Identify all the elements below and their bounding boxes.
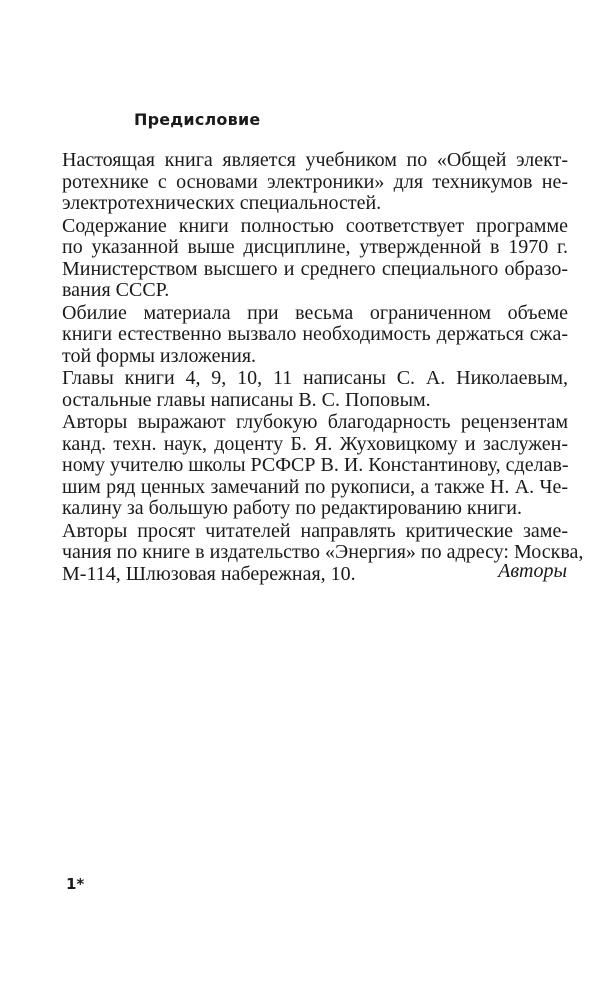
text-line: чания по книге в издательство «Энергия» по адресу: Москва, bbox=[62, 541, 584, 563]
text-line: Министерством высшего и среднего специального образо- bbox=[62, 257, 568, 280]
text-line: ротехнике с основами электроники» для техникумов не- bbox=[62, 170, 568, 193]
text-line: Настоящая книга является учебником по «Общей элект- bbox=[62, 149, 568, 171]
text-line: М-114, Шлюзовая набережная, 10. bbox=[62, 562, 356, 585]
page-title: Предисловие bbox=[134, 110, 261, 129]
text-line: калину за большую работу по редактированию книги. bbox=[62, 497, 522, 519]
text-line: Главы книги 4, 9, 10, 11 написаны С. А. Николаевым, bbox=[62, 367, 568, 389]
paragraph-5 bbox=[62, 412, 568, 520]
preface-body bbox=[62, 149, 584, 586]
signature-mark: 1* bbox=[66, 875, 85, 893]
paragraph-6 bbox=[62, 519, 584, 586]
signature: Авторы bbox=[498, 560, 567, 582]
text-line: Авторы просят читателей направлять критические заме- bbox=[62, 519, 568, 542]
paragraph-3 bbox=[62, 303, 568, 368]
text-line: книги естественно вызвало необходимость держаться сжа- bbox=[62, 323, 568, 345]
text-line: Обилие материала при весьма ограниченном объеме bbox=[62, 301, 568, 324]
text-line: шим ряд ценных замечаний по рукописи, а также Н. А. Че- bbox=[62, 475, 568, 498]
paragraph-4 bbox=[62, 368, 568, 411]
text-line: вания СССР. bbox=[62, 279, 170, 301]
text-line: Содержание книги полностью соответствует программе bbox=[62, 214, 568, 237]
text-line: той формы изложения. bbox=[62, 344, 257, 367]
paragraph-2 bbox=[62, 216, 568, 302]
text-line: канд. техн. наук, доценту Б. Я. Жуховицкому и заслужен- bbox=[62, 432, 568, 455]
text-line: электротехнических специальностей. bbox=[62, 192, 382, 214]
text-line: по указанной выше дисциплине, утвержденной в 1970 г. bbox=[62, 236, 568, 258]
text-line: ному учителю школы РСФСР В. И. Константинову, сделав- bbox=[62, 454, 569, 476]
text-line: остальные главы написаны В. С. Поповым. bbox=[62, 388, 431, 411]
paragraph-1 bbox=[62, 150, 568, 215]
text-line: Авторы выражают глубокую благодарность рецензентам bbox=[62, 411, 568, 433]
